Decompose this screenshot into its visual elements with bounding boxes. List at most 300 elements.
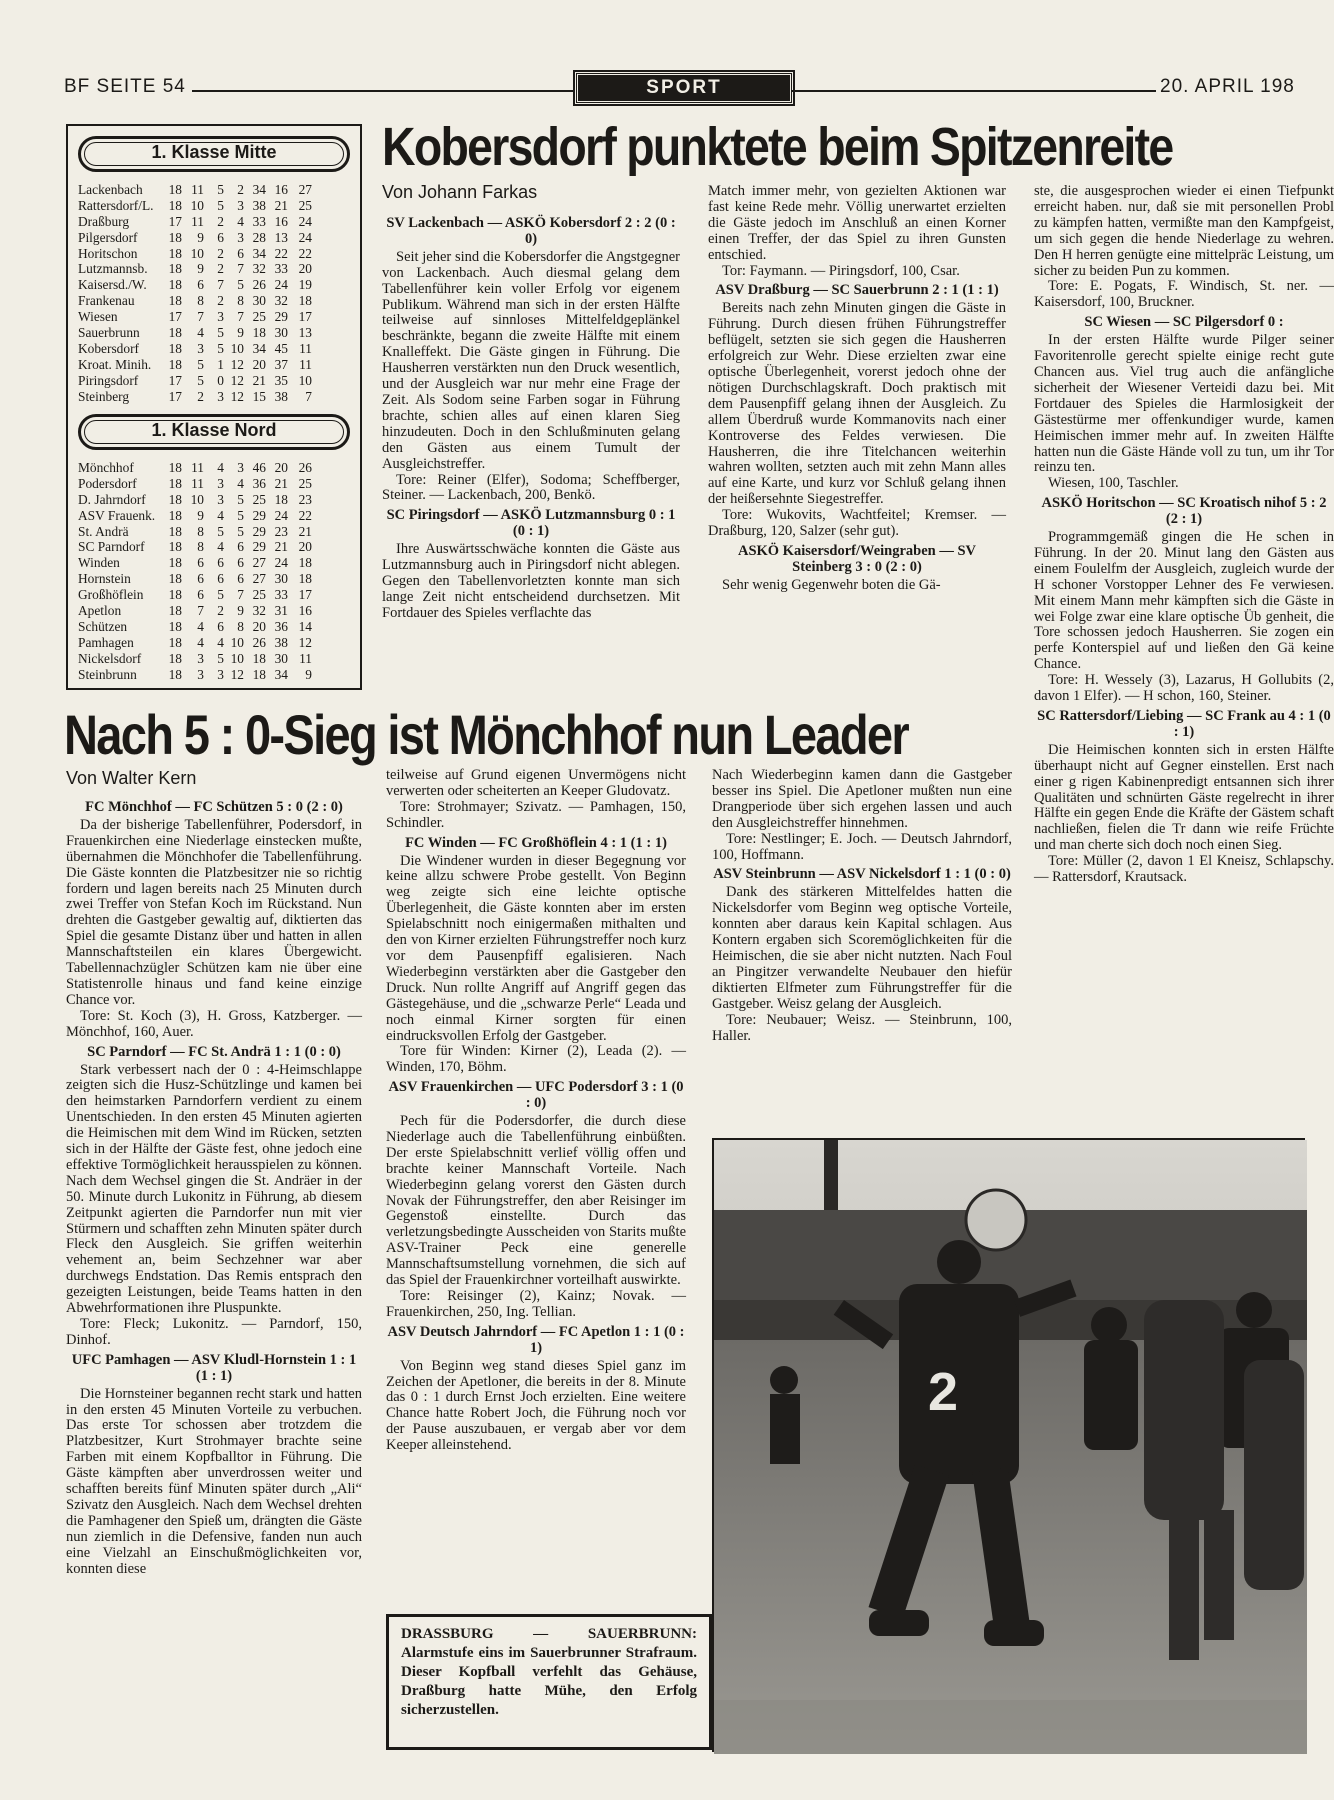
stat-cell: 18 — [252, 325, 266, 341]
stat-cell: 17 — [168, 309, 182, 325]
team-name: Apetlon — [78, 603, 122, 619]
stat-cell: 18 — [298, 555, 312, 571]
stat-cell: 4 — [217, 460, 224, 475]
stat-cell: 2 — [237, 182, 244, 197]
standings-row — [78, 325, 358, 341]
scorers-line: Tore: H. Wessely (3), Lazarus, H Gollubits (2, davon 1 Elfer). — H schon, 160, Steiner. — [1034, 672, 1334, 705]
stat-cell: 16 — [274, 182, 288, 197]
stat-cell: 10 — [190, 245, 204, 261]
stat-cell: 18 — [168, 293, 182, 309]
stat-cell: 32 — [274, 293, 288, 309]
stat-cell: 5 — [217, 340, 224, 356]
team-name: St. Andrä — [78, 523, 129, 539]
stat-cell: 6 — [197, 277, 204, 293]
match-heading: FC Winden — FC Großhöflein 4 : 1 (1 : 1) — [405, 834, 667, 851]
stat-cell: 12 — [230, 666, 244, 682]
stat-cell: 18 — [168, 182, 182, 197]
stat-cell: 7 — [217, 277, 224, 293]
stat-cell: 2 — [217, 245, 224, 261]
stat-cell: 2 — [217, 261, 224, 277]
stat-cell: 2 — [217, 603, 224, 619]
headline-kobersdorf: Kobersdorf punktete beim Spitzenreite — [382, 117, 1173, 177]
stat-cell: 18 — [168, 475, 182, 491]
stat-cell: 4 — [237, 475, 244, 491]
team-name: Rattersdorf/L. — [78, 197, 154, 213]
stat-cell: 29 — [252, 523, 266, 539]
stat-cell: 9 — [305, 666, 312, 682]
stat-cell: 3 — [237, 229, 244, 245]
stat-cell: 12 — [230, 356, 244, 372]
stat-cell: 9 — [197, 261, 204, 277]
stat-cell: 28 — [252, 229, 266, 245]
stat-cell: 6 — [197, 571, 204, 587]
stat-cell: 3 — [197, 340, 204, 356]
stat-cell: 19 — [298, 277, 312, 293]
stat-cell: 6 — [237, 245, 244, 261]
stat-cell: 6 — [197, 555, 204, 571]
stat-cell: 13 — [274, 229, 288, 245]
stat-cell: 7 — [305, 388, 312, 404]
stat-cell: 18 — [168, 539, 182, 555]
team-name: Großhöflein — [78, 587, 144, 603]
match-heading: FC Mönchhof — FC Schützen 5 : 0 (2 : 0) — [85, 799, 343, 815]
body-paragraph: Match immer mehr, von gezielten Aktionen war fast keine Rede mehr. Völlig unerwartet erzielten die Gäste jedoch im Anschluß an einen Korner einen Treffer, der das Spiel zu ihren Gunsten entschied. — [708, 183, 1006, 263]
scorers-line: Tore: Reiner (Elfer), Sodoma; Scheffberger, Steiner. — Lackenbach, 200, Benkö. — [382, 471, 680, 504]
team-name: Wiesen — [78, 309, 118, 325]
stat-cell: 3 — [197, 650, 204, 666]
team-name: ASV Frauenk. — [78, 507, 156, 523]
stat-cell: 10 — [230, 650, 244, 666]
stat-cell: 5 — [197, 372, 204, 388]
standings-row — [78, 603, 358, 619]
stat-cell: 1 — [217, 356, 224, 372]
stat-cell: 38 — [274, 634, 288, 650]
team-name: Kaisersd./W. — [78, 277, 147, 293]
article2-column-2 — [386, 768, 686, 1604]
stat-cell: 13 — [298, 325, 312, 341]
article1-column-3 — [1034, 184, 1334, 1130]
stat-cell: 33 — [274, 261, 288, 277]
stat-cell: 5 — [237, 491, 244, 507]
body-paragraph: Ihre Auswärtsschwäche konnten die Gäste aus Lutzmannsburg auch in Piringsdorf nicht ablegen. Gegen den Tabellenvorletzten konnte man sich lange Zeit nicht entscheidend durchsetzen. Mit Fortdauer des Spieles verflachte das — [382, 541, 680, 621]
stat-cell: 9 — [197, 229, 204, 245]
stat-cell: 20 — [252, 618, 266, 634]
team-name: Pilgersdorf — [78, 229, 138, 245]
standings-row — [78, 524, 358, 540]
stat-cell: 4 — [197, 618, 204, 634]
stat-cell: 8 — [237, 618, 244, 634]
stat-cell: 29 — [274, 309, 288, 325]
stat-cell: 21 — [298, 523, 312, 539]
stat-cell: 26 — [298, 460, 312, 475]
stat-cell: 8 — [197, 539, 204, 555]
stat-cell: 5 — [197, 356, 204, 372]
body-paragraph: Die Windener wurden in dieser Begegnung vor keine allzu schwere Probe gestellt. Von Beginn weg zeigte sich eine leichte optische Überlegenheit, die Gäste konnten aber im ersten Spielabschnitt noch einigermaßen mithalten und den von Kirner erzielten Führungstreffer noch kurz vor dem Pausenpfiff egalisieren. Nach Wiederbeginn verstärkten aber die Gastgeber den Druck. Nun rollte Angriff auf Angriff gegen das Gästegehäuse, und die „schwarze Perle“ Leada und noch einmal Kirner sorgten für einen eindrucksvollen Erfolg der Gastgeber. — [386, 852, 686, 1044]
stat-cell: 18 — [168, 325, 182, 341]
standings-row — [78, 539, 358, 555]
stat-cell: 18 — [168, 587, 182, 603]
stat-cell: 18 — [168, 618, 182, 634]
body-paragraph: Die Hornsteiner begannen recht stark und hatten in den ersten 45 Minuten Vorteile zu verbuchen. Das erste Tor schossen aber trotzdem die Platzbesitzer, Kurt Strohmayer brachte seine Farben mit einem Kopfballtor in Führung. Die Gäste kämpften aber unverdrossen weiter und schafften bereits fünf Minuten später durch „Ali“ Szivatz den Ausgleich. Nach dem Wechsel drehten die Pamhagener den Spieß um, drängten die Gäste nun ziemlich in die Defensive, fanden nun auch eine Vielzahl an Einschußmöglichkeiten vor, konnten diese — [66, 1385, 362, 1577]
stat-cell: 5 — [217, 650, 224, 666]
stat-cell: 17 — [168, 372, 182, 388]
scorers-line: Tore: St. Koch (3), H. Gross, Katzberger. — Mönchhof, 160, Auer. — [66, 1007, 362, 1040]
stat-cell: 11 — [191, 182, 204, 197]
standings-row — [78, 587, 358, 603]
team-name: Lutzmannsb. — [78, 261, 148, 277]
stat-cell: 5 — [237, 277, 244, 293]
stat-cell: 4 — [197, 325, 204, 341]
stat-cell: 6 — [237, 539, 244, 555]
body-paragraph: Pech für die Podersdorfer, die durch diese Niederlage auch die Tabellenführung einbüßten. Der erste Spielabschnitt verlief völlig offen und brachte keiner Mannschaft Vorteile. Nach Wiederbeginn gelang vorerst den Gästen durch Novak der Führungstreffer, den aber Reisinger im Gegenstoß einstellte. Durch das verletzungsbedingte Ausscheiden von Starits mußte ASV-Trainer Peck eine generelle Mannschaftsumstellung vornehmen, die sich auf das Spiel der Frauenkirchner vorteilhaft auswirkte. — [386, 1113, 686, 1289]
stat-cell: 7 — [197, 603, 204, 619]
stat-cell: 33 — [274, 587, 288, 603]
stat-cell: 32 — [252, 261, 266, 277]
table-title-mitte: 1. Klasse Mitte — [78, 136, 350, 172]
stat-cell: 34 — [252, 245, 266, 261]
stat-cell: 24 — [274, 555, 288, 571]
team-name: Kobersdorf — [78, 340, 139, 356]
scorers-line: Tore: Nestlinger; E. Joch. — Deutsch Jahrndorf, 100, Hoffmann. — [712, 830, 1012, 863]
football — [966, 1190, 1026, 1250]
body-paragraph: Nach Wiederbeginn kamen dann die Gastgeber besser ins Spiel. Die Apetloner mußten nun eine Drangperiode über sich ergehen lassen und auch den Ausgleichstreffer hinnehmen. — [712, 767, 1012, 831]
stat-cell: 9 — [197, 507, 204, 523]
match-heading: SC Rattersdorf/Liebing — SC Frank au 4 : 1 (0 : 1) — [1037, 708, 1331, 740]
standings-table-mitte — [78, 182, 358, 404]
stat-cell: 36 — [252, 475, 266, 491]
standings-row — [78, 341, 358, 357]
team-name: Nickelsdorf — [78, 650, 142, 666]
article1-column-1 — [382, 212, 680, 690]
standings-row — [78, 246, 358, 262]
match-photo — [712, 1138, 1305, 1752]
stat-cell: 18 — [168, 197, 182, 213]
stat-cell: 21 — [274, 539, 288, 555]
standings-row — [78, 651, 358, 667]
header-rule-right — [792, 90, 1156, 92]
stat-cell: 18 — [274, 491, 288, 507]
stat-cell: 21 — [274, 475, 288, 491]
stat-cell: 18 — [168, 261, 182, 277]
stat-cell: 6 — [197, 587, 204, 603]
scorers-line: Tore: E. Pogats, F. Windisch, St. ner. — Kaisersdorf, 100, Bruckner. — [1034, 278, 1334, 311]
standings-row — [78, 635, 358, 651]
stat-cell: 3 — [217, 666, 224, 682]
team-name: Piringsdorf — [78, 372, 139, 388]
standings-row — [78, 555, 358, 571]
stat-cell: 15 — [252, 388, 266, 404]
stat-cell: 10 — [230, 340, 244, 356]
team-name: SC Parndorf — [78, 539, 145, 555]
match-heading: SC Piringsdorf — ASKÖ Lutzmannsburg 0 : 1 (0 : 1) — [386, 507, 676, 540]
jersey-number: 2 — [928, 1362, 959, 1422]
stat-cell: 2 — [217, 213, 224, 229]
stat-cell: 33 — [252, 213, 266, 229]
stat-cell: 24 — [274, 507, 288, 523]
team-name: Winden — [78, 555, 120, 571]
stat-cell: 3 — [217, 491, 224, 507]
match-heading: SV Lackenbach — ASKÖ Kobersdorf 2 : 2 (0 : 0) — [386, 215, 676, 247]
stat-cell: 30 — [274, 571, 288, 587]
match-heading: SC Wiesen — SC Pilgersdorf 0 : — [1084, 314, 1284, 331]
standings-table-nord — [78, 460, 358, 682]
stat-cell: 23 — [274, 523, 288, 539]
body-paragraph: Seit jeher sind die Kobersdorfer die Angstgegner von Lackenbach. Auch diesmal gelang dem Tabellenführer kein voller Erfolg vor eigenem Publikum. Während man sich in der ersten Hälfte teilweise auf sinnloses Mittelfeldgeplänkel beschränkte, begann die zweite Hälfte mit einem Knalleffekt. Die Gäste gingen in Führung. Die Hausherren verstärkten nun den Druck wesentlich, und der Ausgleich war nur mehr eine Frage der Zeit. Als Sodom seine Farben sogar in Führung brachte, schien alles auf einen klaren Sieg hinzudeuten. Doch in den Schlußminuten gelang den Gästen aus einem Tumult der Ausgleichstreffer. — [382, 248, 680, 472]
stat-cell: 18 — [168, 277, 182, 293]
stat-cell: 9 — [237, 325, 244, 341]
stat-cell: 3 — [217, 309, 224, 325]
stat-cell: 11 — [299, 356, 312, 372]
byline-farkas: Von Johann Farkas — [382, 182, 538, 202]
stat-cell: 5 — [217, 587, 224, 603]
stat-cell: 20 — [298, 261, 312, 277]
match-heading: ASV Deutsch Jahrndorf — FC Apetlon 1 : 1 (0 : 1) — [387, 1323, 685, 1356]
match-heading: ASV Draßburg — SC Sauerbrunn 2 : 1 (1 : 1) — [715, 282, 999, 299]
stat-cell: 25 — [252, 587, 266, 603]
stat-cell: 9 — [237, 603, 244, 619]
stat-cell: 34 — [252, 340, 266, 356]
stat-cell: 7 — [237, 261, 244, 277]
body-paragraph: In der ersten Hälfte wurde Pilger seiner Favoritenrolle gerecht spielte einige recht gute Chancen aus. Viel trug auch die anfängliche sicherheit der Wiesener Verteidi dazu bei. Mit Fortdauer des Spieles die Harmlosigkeit der Gästestürme mer offenkundiger wurde, kamen Heimischen immer mehr auf. In zweiten Hälfte hatten nun die Gäste Hände voll zu tun, um ihr Tor reinzu ten. — [1034, 332, 1334, 476]
body-paragraph: Da der bisherige Tabellenführer, Podersdorf, in Frauenkirchen eine Niederlage einstecken mußte, übernahmen die Mönchhofer die Tabellenführung. Die Gäste konnten die Platzbesitzer nie so richtig fordern und lagen bereits nach 25 Minuten durch zwei Treffer von Stefan Koch im Rückstand. Nun drehten die Gastgeber gewaltig auf, diktierten das Spiel die gesamte Distanz über und hatten in allen Mannschaftsteilen ein klares Übergewicht. Tabellennachzügler Schützen kam nie über eine Statistenrolle hinaus und fand keine einzige Chance vor. — [66, 816, 362, 1008]
stat-cell: 11 — [299, 340, 312, 356]
stat-cell: 8 — [197, 293, 204, 309]
scorers-line: Tore: Strohmayer; Szivatz. — Pamhagen, 150, Schindler. — [386, 798, 686, 831]
standings-row — [78, 667, 358, 683]
stat-cell: 20 — [252, 356, 266, 372]
body-paragraph: teilweise auf Grund eigenen Unvermögens nicht verwerten oder scheiterten an Keeper Gludovatz. — [386, 767, 686, 799]
stat-cell: 11 — [299, 650, 312, 666]
team-name: Frankenau — [78, 293, 135, 309]
team-name: Schützen — [78, 618, 128, 634]
standings-row — [78, 309, 358, 325]
stat-cell: 18 — [168, 603, 182, 619]
stat-cell: 21 — [252, 372, 266, 388]
issue-date: 20. APRIL 198 — [1160, 76, 1295, 97]
stat-cell: 24 — [298, 229, 312, 245]
match-heading: ASKÖ Horitschon — SC Kroatisch nihof 5 : 2 (2 : 1) — [1041, 495, 1327, 528]
stat-cell: 12 — [230, 388, 244, 404]
standings-row — [78, 182, 358, 198]
stat-cell: 4 — [237, 213, 244, 229]
stat-cell: 29 — [252, 539, 266, 555]
match-heading: SC Parndorf — FC St. Andrä 1 : 1 (0 : 0) — [87, 1043, 341, 1060]
stat-cell: 3 — [237, 197, 244, 213]
team-name: Mönchhof — [78, 460, 134, 475]
photo-caption: DRASSBURG — SAUERBRUNN: Alarmstufe eins im Sauerbrunner Strafraum. Dieser Kopfball verfehlt das Gehäuse, Draßburg hatte Mühe, den Erfolg sicherzustellen. — [386, 1614, 712, 1750]
standings-row — [78, 460, 358, 476]
stat-cell: 22 — [274, 245, 288, 261]
team-name: Sauerbrunn — [78, 325, 140, 341]
stat-cell: 11 — [191, 213, 204, 229]
match-heading: ASKÖ Kaisersdorf/Weingraben — SV Steinberg 3 : 0 (2 : 0) — [737, 542, 977, 575]
stat-cell: 10 — [298, 372, 312, 388]
stat-cell: 16 — [298, 603, 312, 619]
stat-cell: 18 — [298, 293, 312, 309]
stat-cell: 8 — [197, 523, 204, 539]
stat-cell: 11 — [191, 460, 204, 475]
stat-cell: 18 — [168, 571, 182, 587]
stat-cell: 18 — [168, 356, 182, 372]
scorers-line: Tore: Reisinger (2), Kainz; Novak. — Frauenkirchen, 250, Ing. Tellian. — [386, 1288, 686, 1320]
stat-cell: 17 — [298, 587, 312, 603]
standings-row — [78, 389, 358, 405]
stat-cell: 5 — [217, 197, 224, 213]
stat-cell: 27 — [252, 555, 266, 571]
stat-cell: 3 — [197, 666, 204, 682]
stat-cell: 25 — [252, 491, 266, 507]
stat-cell: 32 — [252, 603, 266, 619]
stat-cell: 26 — [252, 634, 266, 650]
stat-cell: 6 — [217, 618, 224, 634]
standings-row — [78, 373, 358, 389]
scorers-line: Tore: Müller (2, davon 1 El Kneisz, Schlapschy. — Rattersdorf, Krautsack. — [1034, 853, 1334, 886]
stat-cell: 30 — [274, 650, 288, 666]
stat-cell: 25 — [252, 309, 266, 325]
team-name: Steinbrunn — [78, 666, 137, 682]
team-name: D. Jahrndorf — [78, 491, 146, 507]
stat-cell: 17 — [298, 309, 312, 325]
stat-cell: 34 — [274, 666, 288, 682]
scorers-line: Wiesen, 100, Taschler. — [1048, 475, 1179, 492]
match-heading: ASV Steinbrunn — ASV Nickelsdorf 1 : 1 (0 : 0) — [713, 866, 1011, 883]
stat-cell: 5 — [217, 182, 224, 197]
stat-cell: 18 — [252, 650, 266, 666]
stat-cell: 10 — [230, 634, 244, 650]
stat-cell: 18 — [168, 491, 182, 507]
stat-cell: 45 — [274, 340, 288, 356]
standings-row — [78, 357, 358, 373]
stat-cell: 7 — [237, 587, 244, 603]
body-paragraph: Dank des stärkeren Mittelfeldes hatten die Nickelsdorfer vom Beginn weg optische Vorteile, konnten aber daraus kein Kapital schlagen. Aus Kontern ergaben sich Scoremöglichkeiten für die Heimischen, die sie aber nicht nutzten. Nach Foul an Pingitzer verwandelte Neubauer den hiefür diktierten Elfmeter zum Führungstreffer für die Gastgeber. Weisz gelang der Ausgleich. — [712, 884, 1012, 1012]
stat-cell: 5 — [217, 325, 224, 341]
standings-box — [66, 124, 362, 690]
stat-cell: 22 — [298, 245, 312, 261]
stat-cell: 18 — [168, 245, 182, 261]
scorers-line: Tore: Neubauer; Weisz. — Steinbrunn, 100, Haller. — [712, 1011, 1012, 1044]
stat-cell: 14 — [298, 618, 312, 634]
stat-cell: 4 — [217, 539, 224, 555]
stat-cell: 31 — [274, 603, 288, 619]
team-name: Hornstein — [78, 571, 131, 587]
stat-cell: 6 — [237, 571, 244, 587]
standings-row — [78, 619, 358, 635]
body-paragraph: Stark verbessert nach der 0 : 4-Heimschlappe zeigten sich die Husz-Schützlinge und kamen bei den heimstarken Parndorfern verdient zu einem Unentschieden. In den ersten 45 Minuten agierten die Heimischen mit dem Wind im Rücken, setzten sich in der Hälfte der Gäste fest, ohne jedoch eine effektive Tormöglichkeit herausspielen zu können. Nach dem Wechsel gingen die St. Andräer in der 50. Minute durch Lukonitz in Führung, ab diesem Zeitpunkt agierten die Parndorfer nun mit vier Stürmern und schafften zehn Minuten später durch Fleck den Ausgleich. Sie griffen weiterhin vehement an, beim Sechzehner war aber durchwegs Endstation. Das Remis entsprach den gezeigten Leistungen, beide Teams hatten in den Abwehrformationen ihre Pluspunkte. — [66, 1061, 362, 1317]
stat-cell: 5 — [217, 523, 224, 539]
stat-cell: 18 — [168, 340, 182, 356]
stat-cell: 35 — [274, 372, 288, 388]
stat-cell: 8 — [237, 293, 244, 309]
stat-cell: 18 — [168, 666, 182, 682]
stat-cell: 2 — [217, 293, 224, 309]
body-paragraph: Sehr wenig Gegenwehr boten die Gä- — [722, 576, 941, 593]
team-name: Kroat. Minih. — [78, 356, 152, 372]
stat-cell: 18 — [252, 666, 266, 682]
standings-row — [78, 230, 358, 246]
scorers-line: Tore für Winden: Kirner (2), Leada (2). — Winden, 170, Böhm. — [386, 1043, 686, 1076]
stat-cell: 10 — [190, 197, 204, 213]
stat-cell: 10 — [190, 491, 204, 507]
stat-cell: 18 — [168, 229, 182, 245]
stat-cell: 24 — [274, 277, 288, 293]
byline-kern: Von Walter Kern — [66, 768, 197, 788]
team-name: Horitschon — [78, 245, 138, 261]
stat-cell: 6 — [217, 555, 224, 571]
stat-cell: 30 — [274, 325, 288, 341]
stat-cell: 18 — [168, 507, 182, 523]
stat-cell: 38 — [252, 197, 266, 213]
body-paragraph: ste, die ausgesprochen wieder ei einen Tiefpunkt erreicht haben. nur, daß sie mit personellen Probl zu kämpfen hatten, vermißte man den Kampfgeist, um sich gegen die hende Niederlage zu wehren. Den H herren genügte eine mittelpräc Leistung, um sicher zu beiden Pun zu kommen. — [1034, 183, 1334, 279]
scorers-line: Tore: Wukovits, Wachtfeitel; Kremser. — Draßburg, 120, Salzer (sehr gut). — [708, 507, 1006, 540]
stat-cell: 18 — [298, 571, 312, 587]
body-paragraph: Programmgemäß gingen die He schen in Führung. In der 20. Minut lang den Gästen aus einem Foulelfm der Ausgleich, zugleich wurde der H schoner Vorstopper Lehner des Fe verwiesen. Mit einem Mann mehr kämpften sich die Gäste in wei Folge zwar eine klare optische Üb genheit, die Tore schossen jedoch Hausherren. Sie zogen ein perfe Konterspiel auf und ließen den Gä keine Chance. — [1034, 529, 1334, 673]
stat-cell: 3 — [217, 475, 224, 491]
standings-row — [78, 198, 358, 214]
stat-cell: 29 — [252, 507, 266, 523]
article2-column-1 — [66, 796, 362, 1756]
stat-cell: 21 — [274, 197, 288, 213]
team-name: Podersdorf — [78, 475, 137, 491]
team-name: Lackenbach — [78, 182, 143, 197]
stat-cell: 27 — [298, 182, 312, 197]
stat-cell: 0 — [217, 372, 224, 388]
standings-row — [78, 492, 358, 508]
stat-cell: 18 — [168, 460, 182, 475]
stat-cell: 11 — [191, 475, 204, 491]
stat-cell: 3 — [237, 460, 244, 475]
team-name: Draßburg — [78, 213, 130, 229]
standings-row — [78, 261, 358, 277]
table-title-nord: 1. Klasse Nord — [78, 414, 350, 450]
team-name: Steinberg — [78, 388, 130, 404]
section-label: SPORT — [575, 72, 793, 104]
stat-cell: 4 — [217, 507, 224, 523]
stat-cell: 7 — [197, 309, 204, 325]
stat-cell: 5 — [237, 507, 244, 523]
stat-cell: 20 — [274, 460, 288, 475]
article2-column-3 — [712, 768, 1012, 1128]
scorers-line: Tor: Faymann. — Piringsdorf, 100, Csar. — [722, 262, 960, 279]
stat-cell: 18 — [168, 634, 182, 650]
stat-cell: 6 — [217, 229, 224, 245]
header-rule-left — [192, 90, 576, 92]
stat-cell: 4 — [197, 634, 204, 650]
stat-cell: 18 — [168, 523, 182, 539]
stat-cell: 6 — [217, 571, 224, 587]
stat-cell: 25 — [298, 197, 312, 213]
stat-cell: 12 — [230, 372, 244, 388]
stat-cell: 46 — [252, 460, 266, 475]
stat-cell: 34 — [252, 182, 266, 197]
stat-cell: 30 — [252, 293, 266, 309]
standings-row — [78, 508, 358, 524]
stat-cell: 18 — [168, 555, 182, 571]
body-paragraph: Bereits nach zehn Minuten gingen die Gäste in Führung. Durch diesen frühen Führungstreffer beflügelt, setzten sie sich gegen die Hausherren erfolgreich zur Wehr. Diese erzielten zwar eine optische Überlegenheit, vorerst jedoch ohne der nötigen Durchschlagskraft. Doch praktisch mit dem Pausenpfiff gelang ihnen der Ausgleich. Zu allem Überdruß wurde Kommanovits nach einer Kontroverse des Feldes verwiesen. Die Hausherren, die ihre Titelchancen weiterhin wahren wollten, setzten auch mit zehn Mann alles auf eine Karte, und kurz vor Schluß gelang ihnen der heißersehnte Siegestreffer. — [708, 300, 1006, 508]
stat-cell: 22 — [298, 507, 312, 523]
stat-cell: 6 — [237, 555, 244, 571]
stat-cell: 3 — [217, 388, 224, 404]
body-paragraph: Von Beginn weg stand dieses Spiel ganz im Zeichen der Apetloner, die bereits in der 8. Minute das 0 : 1 durch Ernst Joch erzielten. Eine weitere Chance hatte Robert Joch, die Führung noch vor der Pause auszubauen, er vergab aber vor dem Keeper alleinstehend. — [386, 1357, 686, 1454]
stat-cell: 25 — [298, 475, 312, 491]
stat-cell: 2 — [197, 388, 204, 404]
standings-row — [78, 214, 358, 230]
stat-cell: 4 — [217, 634, 224, 650]
stat-cell: 36 — [274, 618, 288, 634]
stat-cell: 37 — [274, 356, 288, 372]
stat-cell: 5 — [237, 523, 244, 539]
article1-column-2 — [708, 184, 1006, 706]
stat-cell: 26 — [252, 277, 266, 293]
